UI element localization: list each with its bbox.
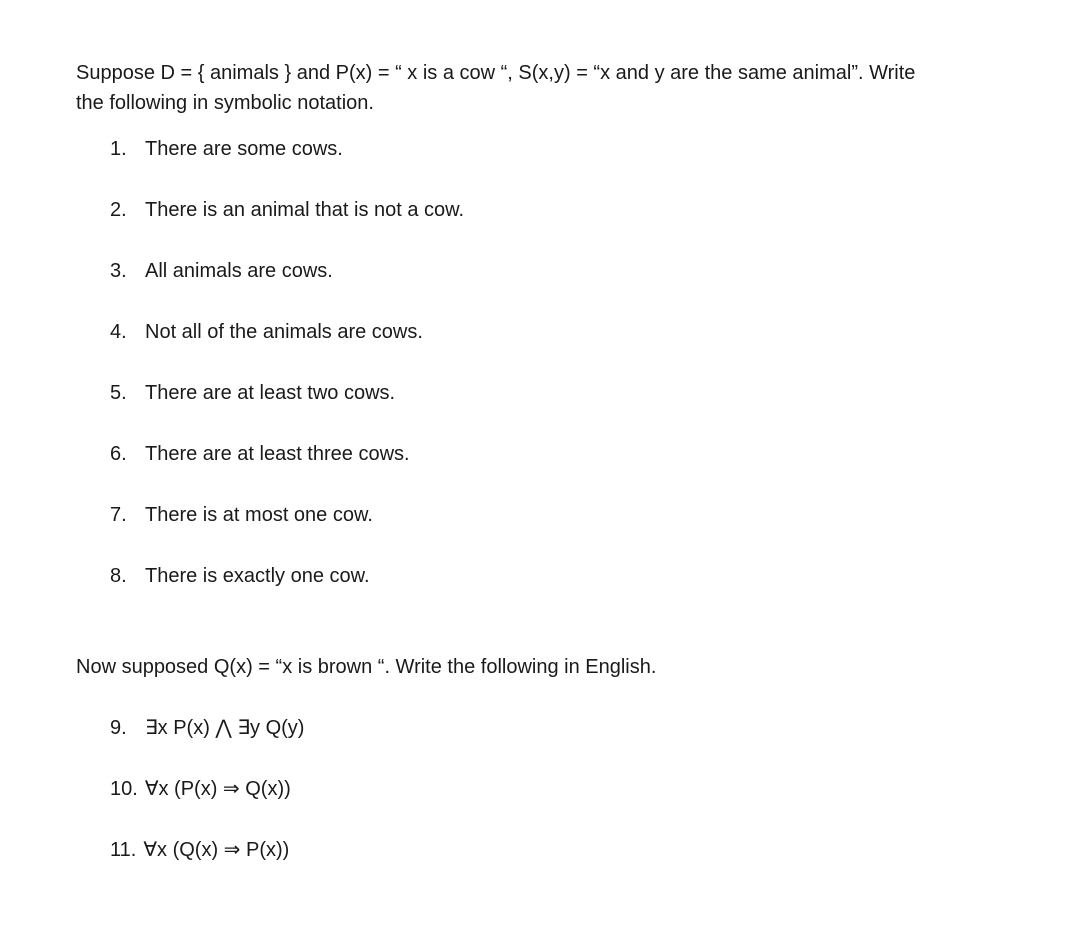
list-item — [110, 378, 395, 408]
list-item — [110, 713, 304, 743]
item-text: All animals are cows. — [145, 260, 333, 282]
item-number: 9. — [110, 717, 127, 739]
item-text: Not all of the animals are cows. — [145, 321, 423, 343]
item-number: 2. — [110, 199, 127, 221]
list-item — [110, 195, 464, 225]
list-item — [110, 500, 373, 530]
item-number: 6. — [110, 443, 127, 465]
item-number: 5. — [110, 382, 127, 404]
list-item — [110, 134, 343, 164]
item-text: There are some cows. — [145, 138, 343, 160]
list-item — [110, 561, 370, 591]
item-number: 3. — [110, 260, 127, 282]
item-formula: ∀x (P(x) ⇒ Q(x)) — [144, 778, 291, 800]
item-formula: ∃x P(x) ⋀ ∃y Q(y) — [145, 717, 305, 739]
item-number: 4. — [110, 321, 127, 343]
intro-line-2: the following in symbolic notation. — [76, 92, 374, 114]
item-text: There are at least two cows. — [145, 382, 396, 404]
item-number: 7. — [110, 504, 127, 526]
item-formula: ∀x (Q(x) ⇒ P(x)) — [143, 839, 290, 861]
item-text: There is exactly one cow. — [145, 565, 370, 587]
item-number: 11. — [110, 839, 137, 861]
intro-paragraph — [76, 58, 976, 118]
list-item — [110, 439, 410, 469]
list-item — [110, 317, 423, 347]
item-number: 8. — [110, 565, 127, 587]
list-item — [110, 774, 291, 804]
list-item — [110, 256, 333, 286]
intro-line-1: Suppose D = { animals } and P(x) = “ x is a cow “, S(x,y) = “x and y are the same animal”. Write — [76, 62, 916, 84]
list-item — [110, 835, 289, 865]
part2-intro: Now supposed Q(x) = “x is brown “. Write the following in English. — [76, 656, 657, 678]
item-number: 1. — [110, 138, 127, 160]
item-text: There is at most one cow. — [145, 504, 373, 526]
item-number: 10. — [110, 778, 138, 800]
item-text: There is an animal that is not a cow. — [145, 199, 465, 221]
item-text: There are at least three cows. — [145, 443, 410, 465]
